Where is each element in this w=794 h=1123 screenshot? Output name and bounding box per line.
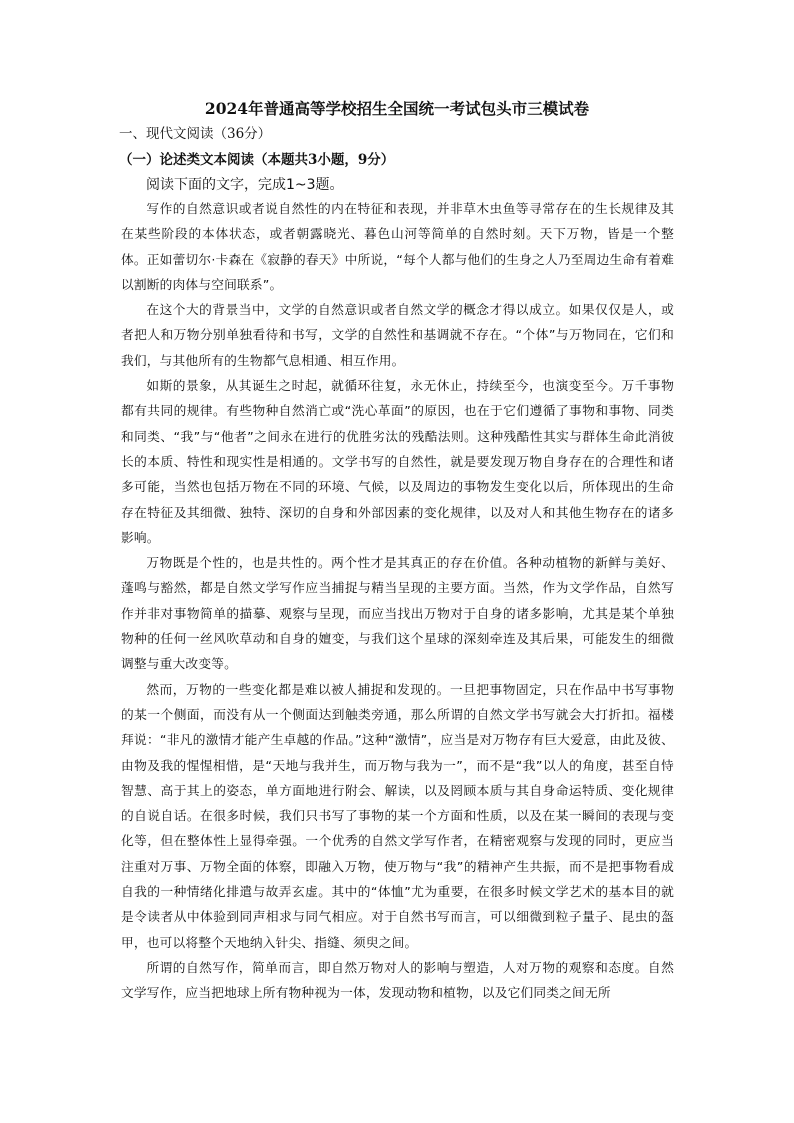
- reading-instruction: 阅读下面的文字，完成1~3题。: [146, 177, 344, 193]
- paragraph-4: 万物既是个性的，也是共性的。两个性才是其真正的存在价值。各种动植物的新鲜与美好、蓬鸣与豁然，都是自然文学写作应当捕捉与精当呈现的主要方面。当然，作为文学作品，自然写作并非对事物简单的描摹、观察与呈现，而应当找出万物对于自身的诸多影响，尤其是某个单独物种的任何一丝风吹草动和自身的嬗变，与我们这个星球的深刻牵连及其后果，可能发生的细微调整与重大改变等。: [121, 555, 674, 672]
- paragraph-5: 然而，万物的一些变化都是难以被人捕捉和发现的。一旦把事物固定，只在作品中书写事物的某一个侧面，而没有从一个侧面达到触类旁通，那么所谓的自然文学书写就会大打折扣。福楼拜说：“非凡的激情才能产生卓越的作品。”这种“激情”，应当是对万物存有巨大爱意，由此及彼、由物及我的惺惺相惜，是“天地与我并生，而万物与我为一”，而不是“我”以人的角度，甚至自恃智慧、高于其上的姿态，单方面地进行附会、解读，以及罔顾本质与其自身命运特质、变化规律的自说自话。在很多时候，我们只书写了事物的某一个方面和性质，以及在某一瞬间的表现与变化等，但在整体性上显得牵强。一个优秀的自然文学写作者，在精密观察与发现的同时，更应当注重对万事、万物全面的体察，即融入万物，使万物与“我”的精神产生共振，而不是把事物看成自我的一种情绪化排遣与故弄玄虚。其中的“体恤”尤为重要，在很多时候文学艺术的基本目的就是令读者从中体验到同声相求与同气相应。对于自然书写而言，可以细微到粒子量子、昆虫的盔甲，也可以将整个天地纳入针尖、指缝、须臾之间。: [121, 681, 674, 950]
- passage-body: [121, 196, 674, 1006]
- paragraph-1: 写作的自然意识或者说自然性的内在特征和表现，并非草木虫鱼等寻常存在的生长规律及其在某些阶段的本体状态，或者朝露晓光、暮色山河等简单的自然时刻。天下万物，皆是一个整体。正如蕾切尔·卡森在《寂静的春天》中所说，“每个人都与他们的生身之人乃至周边生命有着难以割断的肉体与空间联系”。: [121, 201, 674, 292]
- section-heading: 一、现代文阅读（36分）: [119, 126, 272, 142]
- paragraph-3: 如斯的景象，从其诞生之时起，就循环往复，永无休止，持续至今，也演变至今。万千事物都有共同的规律。有些物种自然消亡或“洗心革面”的原因，也在于它们遵循了事物和事物、同类和同类、“我”与“他者”之间永在进行的优胜劣汰的残酷法则。这种残酷性其实与群体生命此消彼长的本质、特性和现实性是相通的。文学书写的自然性，就是要发现万物自身存在的合理性和诸多可能，当然也包括万物在不同的环境、气候，以及周边的事物发生变化以后，所体现出的生命存在特征及其细微、独特、深切的自身和外部因素的变化规律，以及对人和其他生物存在的诸多影响。: [121, 378, 674, 545]
- exam-title: 2024年普通高等学校招生全国统一考试包头市三模试卷: [204, 99, 590, 118]
- paragraph-2: 在这个大的背景当中，文学的自然意识或者自然文学的概念才得以成立。如果仅仅是人，或者把人和万物分别单独看待和书写，文学的自然性和基调就不存在。“个体”与万物同在，它们和我们，与其他所有的生物都气息相通、相互作用。: [121, 302, 674, 368]
- subsection-heading: （一）论述类文本阅读（本题共3小题，9分）: [119, 152, 395, 168]
- paragraph-6: 所谓的自然写作，简单而言，即自然万物对人的影响与塑造，人对万物的观察和态度。自然文学写作，应当把地球上所有物种视为一体，发现动物和植物，以及它们同类之间无所: [121, 959, 674, 1001]
